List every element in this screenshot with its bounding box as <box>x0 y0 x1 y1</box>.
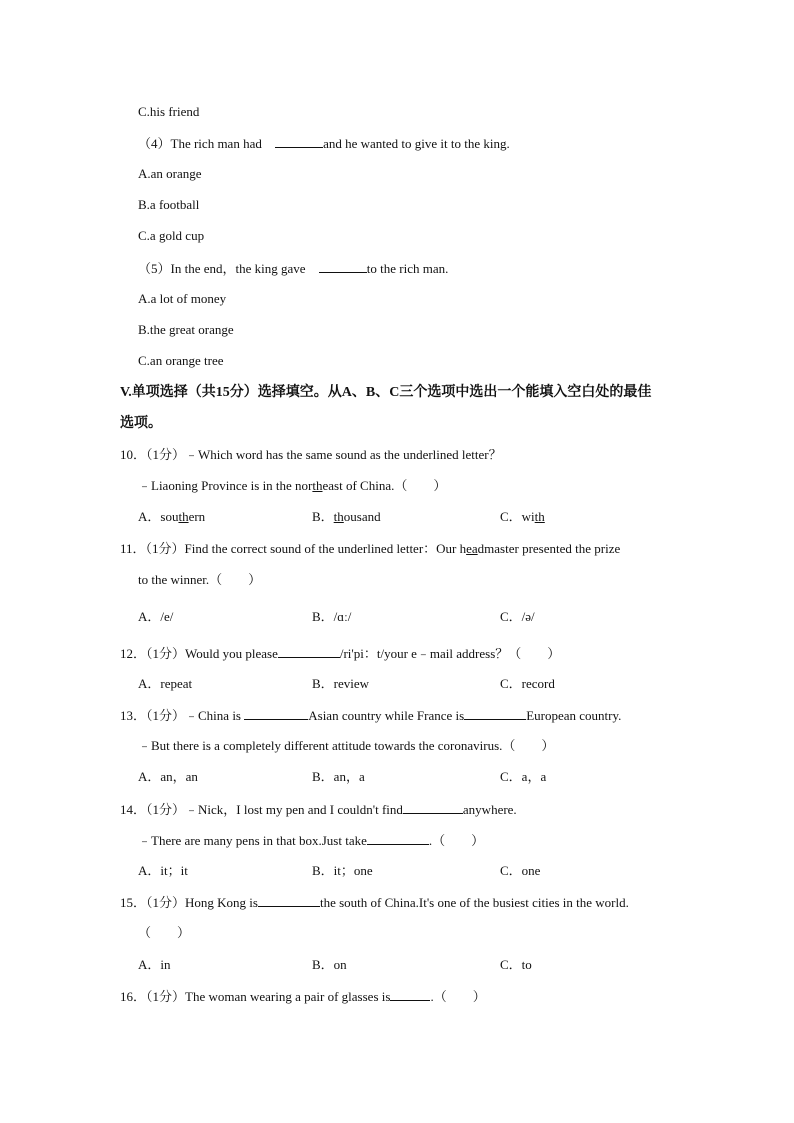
q10-text: ﹣Which word has the same sound as the underlined letter？ <box>185 447 502 462</box>
q13-stem-post: European country. <box>526 708 622 723</box>
q9-option-c: C.his friend <box>138 104 200 119</box>
q12-number: 12．（1分） <box>120 646 186 661</box>
q15-stem <box>120 893 629 912</box>
q14-line2-pre: ﹣There are many pens in that box.Just take <box>138 833 367 848</box>
q12-stem-pre: Would you please <box>185 646 278 661</box>
q9-sub5-option-c: C.an orange tree <box>138 353 224 368</box>
q12-option-a: A．repeat <box>138 676 193 691</box>
q12-stem-post: /ri'pi：t/your e﹣mail address？（ ） <box>339 646 561 661</box>
q10-option-b-post: ousand <box>343 509 381 524</box>
q11-option-a: A．/e/ <box>138 609 174 624</box>
q10-option-b-underlined: th <box>333 509 344 524</box>
q15-line2: （ ） <box>138 925 191 940</box>
q12-stem <box>120 644 560 663</box>
q13-stem-mid: Asian country while France is <box>308 708 465 723</box>
q11-option-b: B．/ɑː/ <box>312 609 352 624</box>
q14-stem-post: anywhere. <box>462 802 517 817</box>
q10-option-a-pre: A．sou <box>138 509 179 524</box>
q11-number: 11．（1分） <box>120 541 185 556</box>
q9-sub5-blank <box>319 259 367 273</box>
q9-sub5-option-a: A.a lot of money <box>138 291 227 306</box>
q9-sub5-number: （5） <box>138 261 171 276</box>
section-heading-line2: 选项。 <box>120 416 162 431</box>
q9-sub4-text-pre: The rich man had <box>170 136 262 151</box>
q11-line2: to the winner.（ ） <box>138 572 262 587</box>
q10-line2-post: east of China.（ ） <box>322 478 447 493</box>
q14-stem-pre: ﹣Nick，I lost my pen and I couldn't find <box>185 802 403 817</box>
q15-stem-post: the south of China.It's one of the busiest cities in the world. <box>319 895 629 910</box>
q13-option-a: A．an，an <box>138 769 198 784</box>
q11-stem-post: dmaster presented the prize <box>477 541 621 556</box>
q14-line2 <box>138 831 484 850</box>
q11-option-c: C．/ə/ <box>500 609 535 624</box>
q14-blank-1 <box>403 800 463 814</box>
q13-stem-pre: ﹣China is <box>185 708 241 723</box>
q15-stem-pre: Hong Kong is <box>185 895 258 910</box>
q10-option-c <box>500 508 545 526</box>
q10-option-a-post: ern <box>188 509 206 524</box>
q9-sub4-option-b: B.a football <box>138 197 200 212</box>
q9-sub5-text-pre: In the end，the king gave <box>170 261 306 276</box>
q10-option-b <box>312 508 381 526</box>
q14-blank-2 <box>367 831 429 845</box>
q14-option-c: C．one <box>500 863 541 878</box>
q10-underlined-letter: th <box>312 478 323 493</box>
q16-number: 16．（1分） <box>120 989 186 1004</box>
section-heading-line1: V.单项选择（共15分）选择填空。从A、B、C三个选项中选出一个能填入空白处的最佳 <box>120 385 652 400</box>
q16-blank <box>390 987 430 1001</box>
q15-option-a: A．in <box>138 957 171 972</box>
q11-underlined-letter: ea <box>466 541 478 556</box>
q10-option-c-underlined: th <box>534 509 545 524</box>
q13-blank-2 <box>464 706 526 720</box>
q13-stem <box>120 706 621 725</box>
q16-stem <box>120 987 486 1006</box>
q11-stem <box>120 540 620 558</box>
q15-option-c: C．to <box>500 957 532 972</box>
q10-option-a-underlined: th <box>178 509 189 524</box>
q10-option-a <box>138 508 205 526</box>
q9-sub4-blank <box>275 134 323 148</box>
q9-sub5-stem <box>138 259 448 278</box>
q9-sub4-option-c: C.a gold cup <box>138 228 205 243</box>
q14-line2-post: .（ ） <box>428 833 485 848</box>
q13-option-b: B．an，a <box>312 769 365 784</box>
q10-option-b-pre: B． <box>312 509 334 524</box>
q12-blank <box>278 644 340 658</box>
q9-sub4-option-a: A.an orange <box>138 166 202 181</box>
q13-line2: ﹣But there is a completely different attitude towards the coronavirus.（ ） <box>138 738 555 753</box>
q9-sub4-number: （4） <box>138 136 171 151</box>
q14-option-a: A．it；it <box>138 863 188 878</box>
q12-option-c: C．record <box>500 676 555 691</box>
q16-stem-pre: The woman wearing a pair of glasses is <box>185 989 391 1004</box>
q13-blank-1 <box>244 706 308 720</box>
q10-line2 <box>138 477 446 495</box>
q15-option-b: B．on <box>312 957 347 972</box>
q10-stem <box>120 446 502 464</box>
q14-stem <box>120 800 517 819</box>
q14-number: 14．（1分） <box>120 802 186 817</box>
q10-line2-pre: ﹣Liaoning Province is in the nor <box>138 478 313 493</box>
q12-option-b: B．review <box>312 676 370 691</box>
q9-sub4-stem <box>138 134 510 153</box>
q13-option-c: C．a，a <box>500 769 547 784</box>
q15-number: 15．（1分） <box>120 895 186 910</box>
q16-stem-post: .（ ） <box>430 989 486 1004</box>
q11-stem-pre: Find the correct sound of the underlined letter：Our h <box>184 541 467 556</box>
q13-number: 13．（1分） <box>120 708 186 723</box>
q9-sub4-text-post: and he wanted to give it to the king. <box>323 136 510 151</box>
q10-number: 10．（1分） <box>120 447 186 462</box>
q10-option-c-pre: C．wi <box>500 509 535 524</box>
q15-blank <box>258 893 320 907</box>
q9-sub5-text-post: to the rich man. <box>366 261 449 276</box>
q9-sub5-option-b: B.the great orange <box>138 322 234 337</box>
q14-option-b: B．it；one <box>312 863 373 878</box>
